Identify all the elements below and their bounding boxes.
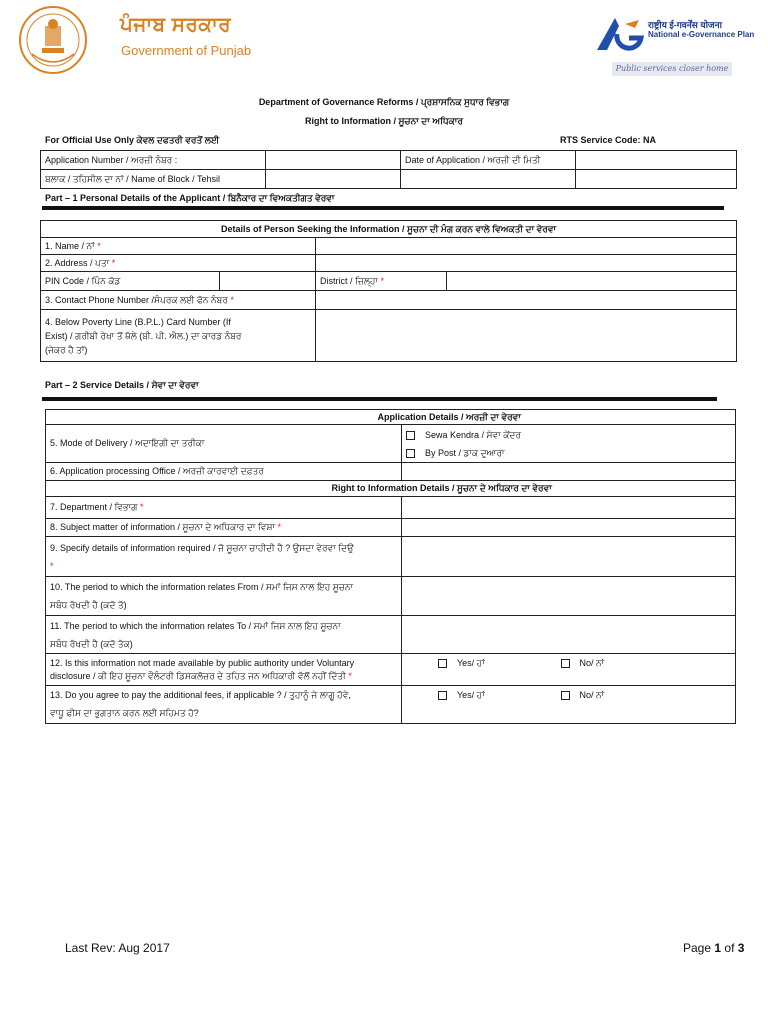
service-details-table xyxy=(45,409,736,724)
subject-matter-label: 8. Subject matter of information / ਸੂਚਨਾ ਦੇ ਅਧਿਕਾਰ ਦਾ ਵਿਸ਼ਾ * xyxy=(46,519,402,537)
bpl-label-line: Exist) / ਗਰੀਬੀ ਰੇਖਾ ਤੋਂ ਥੱਲੇ (ਬੀ. ਪੀ. ਐਲ.) ਦਾ ਕਾਰਡ ਨੰਬਰ xyxy=(45,330,242,341)
address-label: 2. Address / ਪਤਾ * xyxy=(41,255,316,272)
pin-code-label: PIN Code / ਪਿੰਨ ਕੋਡ xyxy=(41,272,220,291)
application-number-label: Application Number / ਅਰਜ਼ੀ ਨੰਬਰ : xyxy=(41,151,266,170)
punjab-govt-title-english: Government of Punjab xyxy=(121,43,252,58)
delivery-mode-options xyxy=(402,425,736,463)
district-label: District / ਜ਼ਿਲ੍ਹਾ * xyxy=(316,272,447,291)
punjab-govt-title-punjabi: ਪੰਜਾਬ ਸਰਕਾਰ xyxy=(120,14,232,36)
subject-matter-field[interactable] xyxy=(402,519,736,537)
by-post-checkbox[interactable] xyxy=(406,449,415,458)
required-asterisk: * xyxy=(97,240,101,251)
department-label: 7. Department / ਵਿਭਾਗ * xyxy=(46,497,402,519)
rti-details-header: Right to Information Details / ਸੂਚਨਾ ਦੇ ਅਧਿਕਾਰ ਦਾ ਵੇਰਵਾ xyxy=(332,481,666,497)
required-asterisk: * xyxy=(139,502,144,512)
egov-logo-icon xyxy=(595,14,645,54)
contact-phone-label: 3. Contact Phone Number /ਸੰਪਰਕ ਲਈ ਫੋਨ ਨੰਬਰ * xyxy=(41,291,316,310)
district-field[interactable] xyxy=(447,272,737,291)
period-to-field[interactable] xyxy=(402,616,736,654)
required-asterisk: * xyxy=(111,257,116,268)
block-tehsil-field[interactable] xyxy=(266,170,401,189)
official-use-label: For Official Use Only ਕੇਵਲ ਦਫਤਰੀ ਵਰਤੋਂ ਲਈ xyxy=(45,135,220,145)
name-field[interactable] xyxy=(316,238,737,255)
name-label: 1. Name / ਨਾਂ * xyxy=(41,238,316,255)
punjab-government-seal-icon xyxy=(18,4,88,76)
application-number-field[interactable] xyxy=(266,151,401,170)
contact-phone-field[interactable] xyxy=(316,291,737,310)
information-details-label: 9. Specify details of information required / ਜੋ ਸੂਚਨਾ ਚਾਹੀਦੀ ਹੈ ? ਉਸਦਾ ਵੇਰਵਾ ਦਿਉ * xyxy=(46,537,402,577)
fees-yes-option: Yes/ ਹਾਂ xyxy=(457,690,485,700)
required-asterisk: * xyxy=(277,522,282,532)
period-from-field[interactable] xyxy=(402,577,736,616)
voluntary-yes-checkbox[interactable] xyxy=(438,659,447,668)
fees-no-checkbox[interactable] xyxy=(561,691,570,700)
voluntary-no-option: No/ ਨਾਂ xyxy=(579,658,605,668)
fees-no-option: No/ ਨਾਂ xyxy=(579,690,605,700)
application-date-label: Date of Application / ਅਰਜ਼ੀ ਦੀ ਮਿਤੀ xyxy=(401,151,576,170)
last-revision: Last Rev: Aug 2017 xyxy=(65,941,170,955)
app-details-blank xyxy=(46,410,402,425)
bpl-label-line: 4. Below Poverty Line (B.P.L.) Card Number (If xyxy=(45,316,231,327)
part1-divider xyxy=(42,206,724,210)
rts-service-code: RTS Service Code: NA xyxy=(560,135,657,145)
page-number: Page 1 of 3 xyxy=(683,941,745,955)
delivery-mode-label: 5. Mode of Delivery / ਅਦਾਇਗੀ ਦਾ ਤਰੀਕਾ xyxy=(46,425,402,463)
part2-title: Part – 2 Service Details / ਸੇਵਾ ਦਾ ਵੇਰਵਾ xyxy=(45,380,199,390)
part1-title: Part – 1 Personal Details of the Applicant / ਬਿਨੈਕਾਰ ਦਾ ਵਿਅਕਤੀਗਤ ਵੇਰਵਾ xyxy=(45,193,335,203)
voluntary-no-checkbox[interactable] xyxy=(561,659,570,668)
part2-divider xyxy=(42,397,717,401)
bpl-card-label xyxy=(41,310,316,362)
egov-tagline: Public services closer home xyxy=(612,62,732,76)
processing-office-label: 6. Application processing Office / ਅਰਜ਼ੀ ਕਾਰਵਾਈ ਦਫ਼ਤਰ xyxy=(46,463,402,481)
official-use-table xyxy=(40,150,737,189)
app-details-header: Application Details / ਅਰਜ਼ੀ ਦਾ ਵੇਰਵਾ xyxy=(378,410,712,425)
period-to-label: 11. The period to which the information relates To / ਸਮਾਂ ਜਿਸ ਨਾਲ ਇਹ ਸੂਚਨਾ ਸਬੰਧ ਰੱਖਦੀ ਹੈ (ਕਦੋ ਤੱਕ) xyxy=(46,616,402,654)
required-asterisk: * xyxy=(50,560,54,571)
processing-office-field[interactable] xyxy=(402,463,736,481)
period-from-label: 10. The period to which the information relates From / ਸਮਾਂ ਜਿਸ ਨਾਲ ਇਹ ਸੂਚਨਾ ਸਬੰਧ ਰੱਖਦੀ ਹੈ (ਕਦੋ ਤੋ) xyxy=(46,577,402,616)
bpl-card-field[interactable] xyxy=(316,310,737,362)
required-asterisk: * xyxy=(380,275,384,286)
bpl-label-line: (ਜੇਕਰ ਹੈ ਤਾਂ) xyxy=(45,344,88,355)
block-tehsil-field-2[interactable] xyxy=(401,170,576,189)
address-field[interactable] xyxy=(316,255,737,272)
required-asterisk: * xyxy=(348,670,352,681)
department-heading: Department of Governance Reforms / ਪ੍ਰਸ਼ਾਸਨਿਕ ਸੁਧਾਰ ਵਿਭਾਗ xyxy=(258,97,510,107)
personal-details-header: Details of Person Seeking the Information / ਸੂਚਨਾ ਦੀ ਮੰਗ ਕਰਨ ਵਾਲੇ ਵਿਅਕਤੀ ਦਾ ਵੇਰਵਾ xyxy=(41,221,737,238)
fees-yes-checkbox[interactable] xyxy=(438,691,447,700)
required-asterisk: * xyxy=(230,294,234,305)
additional-fees-label: 13. Do you agree to pay the additional fees, if applicable ? / ਤੁਹਾਨੂੰ ਜੇ ਲਾਗੂ ਹੋਵੇ, ਵਾਧੂ ਫੀਸ ਦਾ ਭੁਗਤਾਨ ਕਰਨ ਲਈ ਸਹਿਮਤ ਹੋ? xyxy=(46,686,402,724)
application-date-field[interactable] xyxy=(576,151,737,170)
block-tehsil-label: ਬਲਾਕ / ਤਹਿਸੀਲ ਦਾ ਨਾਂ / Name of Block / Tehsil xyxy=(41,170,266,189)
personal-details-table xyxy=(40,220,737,362)
voluntary-yes-option: Yes/ ਹਾਂ xyxy=(457,658,485,668)
by-post-option: By Post / ਡਾਕ ਦੁਆਰਾ xyxy=(425,447,505,458)
egov-english-title: National e-Governance Plan xyxy=(648,30,755,39)
department-field[interactable] xyxy=(402,497,736,519)
information-details-field[interactable] xyxy=(402,537,736,577)
sewa-kendra-option: Sewa Kendra / ਸੇਵਾ ਕੇਂਦਰ xyxy=(425,429,521,440)
sewa-kendra-checkbox[interactable] xyxy=(406,431,415,440)
voluntary-disclosure-options xyxy=(402,654,736,686)
voluntary-disclosure-label: 12. Is this information not made available by public authority under Voluntary disclosure / ਕੀ ਇਹ ਸੂਚਨਾ ਵੌਲੰਟਰੀ ਡਿਸਕਲੋਜ਼ਰ ਦੇ ਤਹਿਤ ਜਨ ਅਧਿਕਾਰੀ ਵੱਲੋਂ ਨਹੀਂ ਦਿੱਤੀ * xyxy=(46,654,402,686)
egov-hindi-title: राष्ट्रीय ई-गवर्नेंस योजना xyxy=(648,20,722,30)
additional-fees-options xyxy=(402,686,736,724)
rti-heading: Right to Information / ਸੂਚਨਾ ਦਾ ਅਧਿਕਾਰ xyxy=(305,116,463,126)
block-tehsil-field-3[interactable] xyxy=(576,170,737,189)
pin-code-field[interactable] xyxy=(220,272,316,291)
